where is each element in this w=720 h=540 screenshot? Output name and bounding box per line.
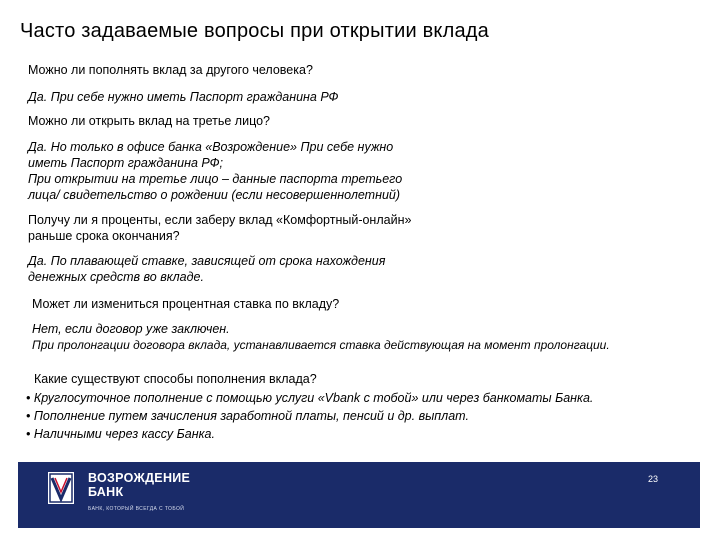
- answer-2-line-4: лица/ свидетельство о рождении (если несовершеннолетний): [28, 188, 401, 202]
- brand-slogan: БАНК, КОТОРЫЙ ВСЕГДА С ТОБОЙ: [88, 506, 185, 512]
- answer-2-line-2: иметь Паспорт гражданина РФ;: [28, 156, 223, 170]
- answer-5-line-1: • Круглосуточное пополнение с помощью услуги «Vbank с тобой» или через банкоматы Банка.: [26, 391, 594, 405]
- answer-4-line-1: Нет, если договор уже заключен.: [32, 322, 230, 336]
- answer-1: Да. При себе нужно иметь Паспорт гражданина РФ: [28, 90, 339, 104]
- answer-5-line-2: • Пополнение путем зачисления заработной платы, пенсий и др. выплат.: [26, 409, 469, 423]
- page-number: 23: [648, 474, 659, 484]
- question-1: Можно ли пополнять вклад за другого человека?: [28, 63, 313, 77]
- question-5: Какие существуют способы пополнения вклада?: [34, 372, 317, 386]
- bank-logo-icon: [48, 472, 74, 504]
- question-3-line-2: раньше срока окончания?: [28, 229, 180, 243]
- page-title: Часто задаваемые вопросы при открытии вклада: [20, 20, 489, 42]
- question-3-line-1: Получу ли я проценты, если заберу вклад «Комфортный-онлайн»: [28, 213, 412, 227]
- answer-3-line-2: денежных средств во вкладе.: [28, 270, 204, 284]
- answer-2-line-3: При открытии на третье лицо – данные паспорта третьего: [28, 172, 403, 186]
- answer-5-line-3: • Наличными через кассу Банка.: [26, 427, 215, 441]
- brand-name-line-1: ВОЗРОЖДЕНИЕ: [88, 471, 191, 485]
- brand-name-line-2: БАНК: [88, 485, 124, 499]
- answer-2-line-1: Да. Но только в офисе банка «Возрождение» При себе нужно: [28, 140, 394, 154]
- answer-4-line-2: При пролонгации договора вклада, устанавливается ставка действующая на момент пролонгации.: [32, 338, 610, 352]
- footer-bar: [18, 462, 700, 528]
- question-2: Можно ли открыть вклад на третье лицо?: [28, 114, 270, 128]
- answer-3-line-1: Да. По плавающей ставке, зависящей от срока нахождения: [28, 254, 386, 268]
- question-4: Может ли измениться процентная ставка по вкладу?: [32, 297, 340, 311]
